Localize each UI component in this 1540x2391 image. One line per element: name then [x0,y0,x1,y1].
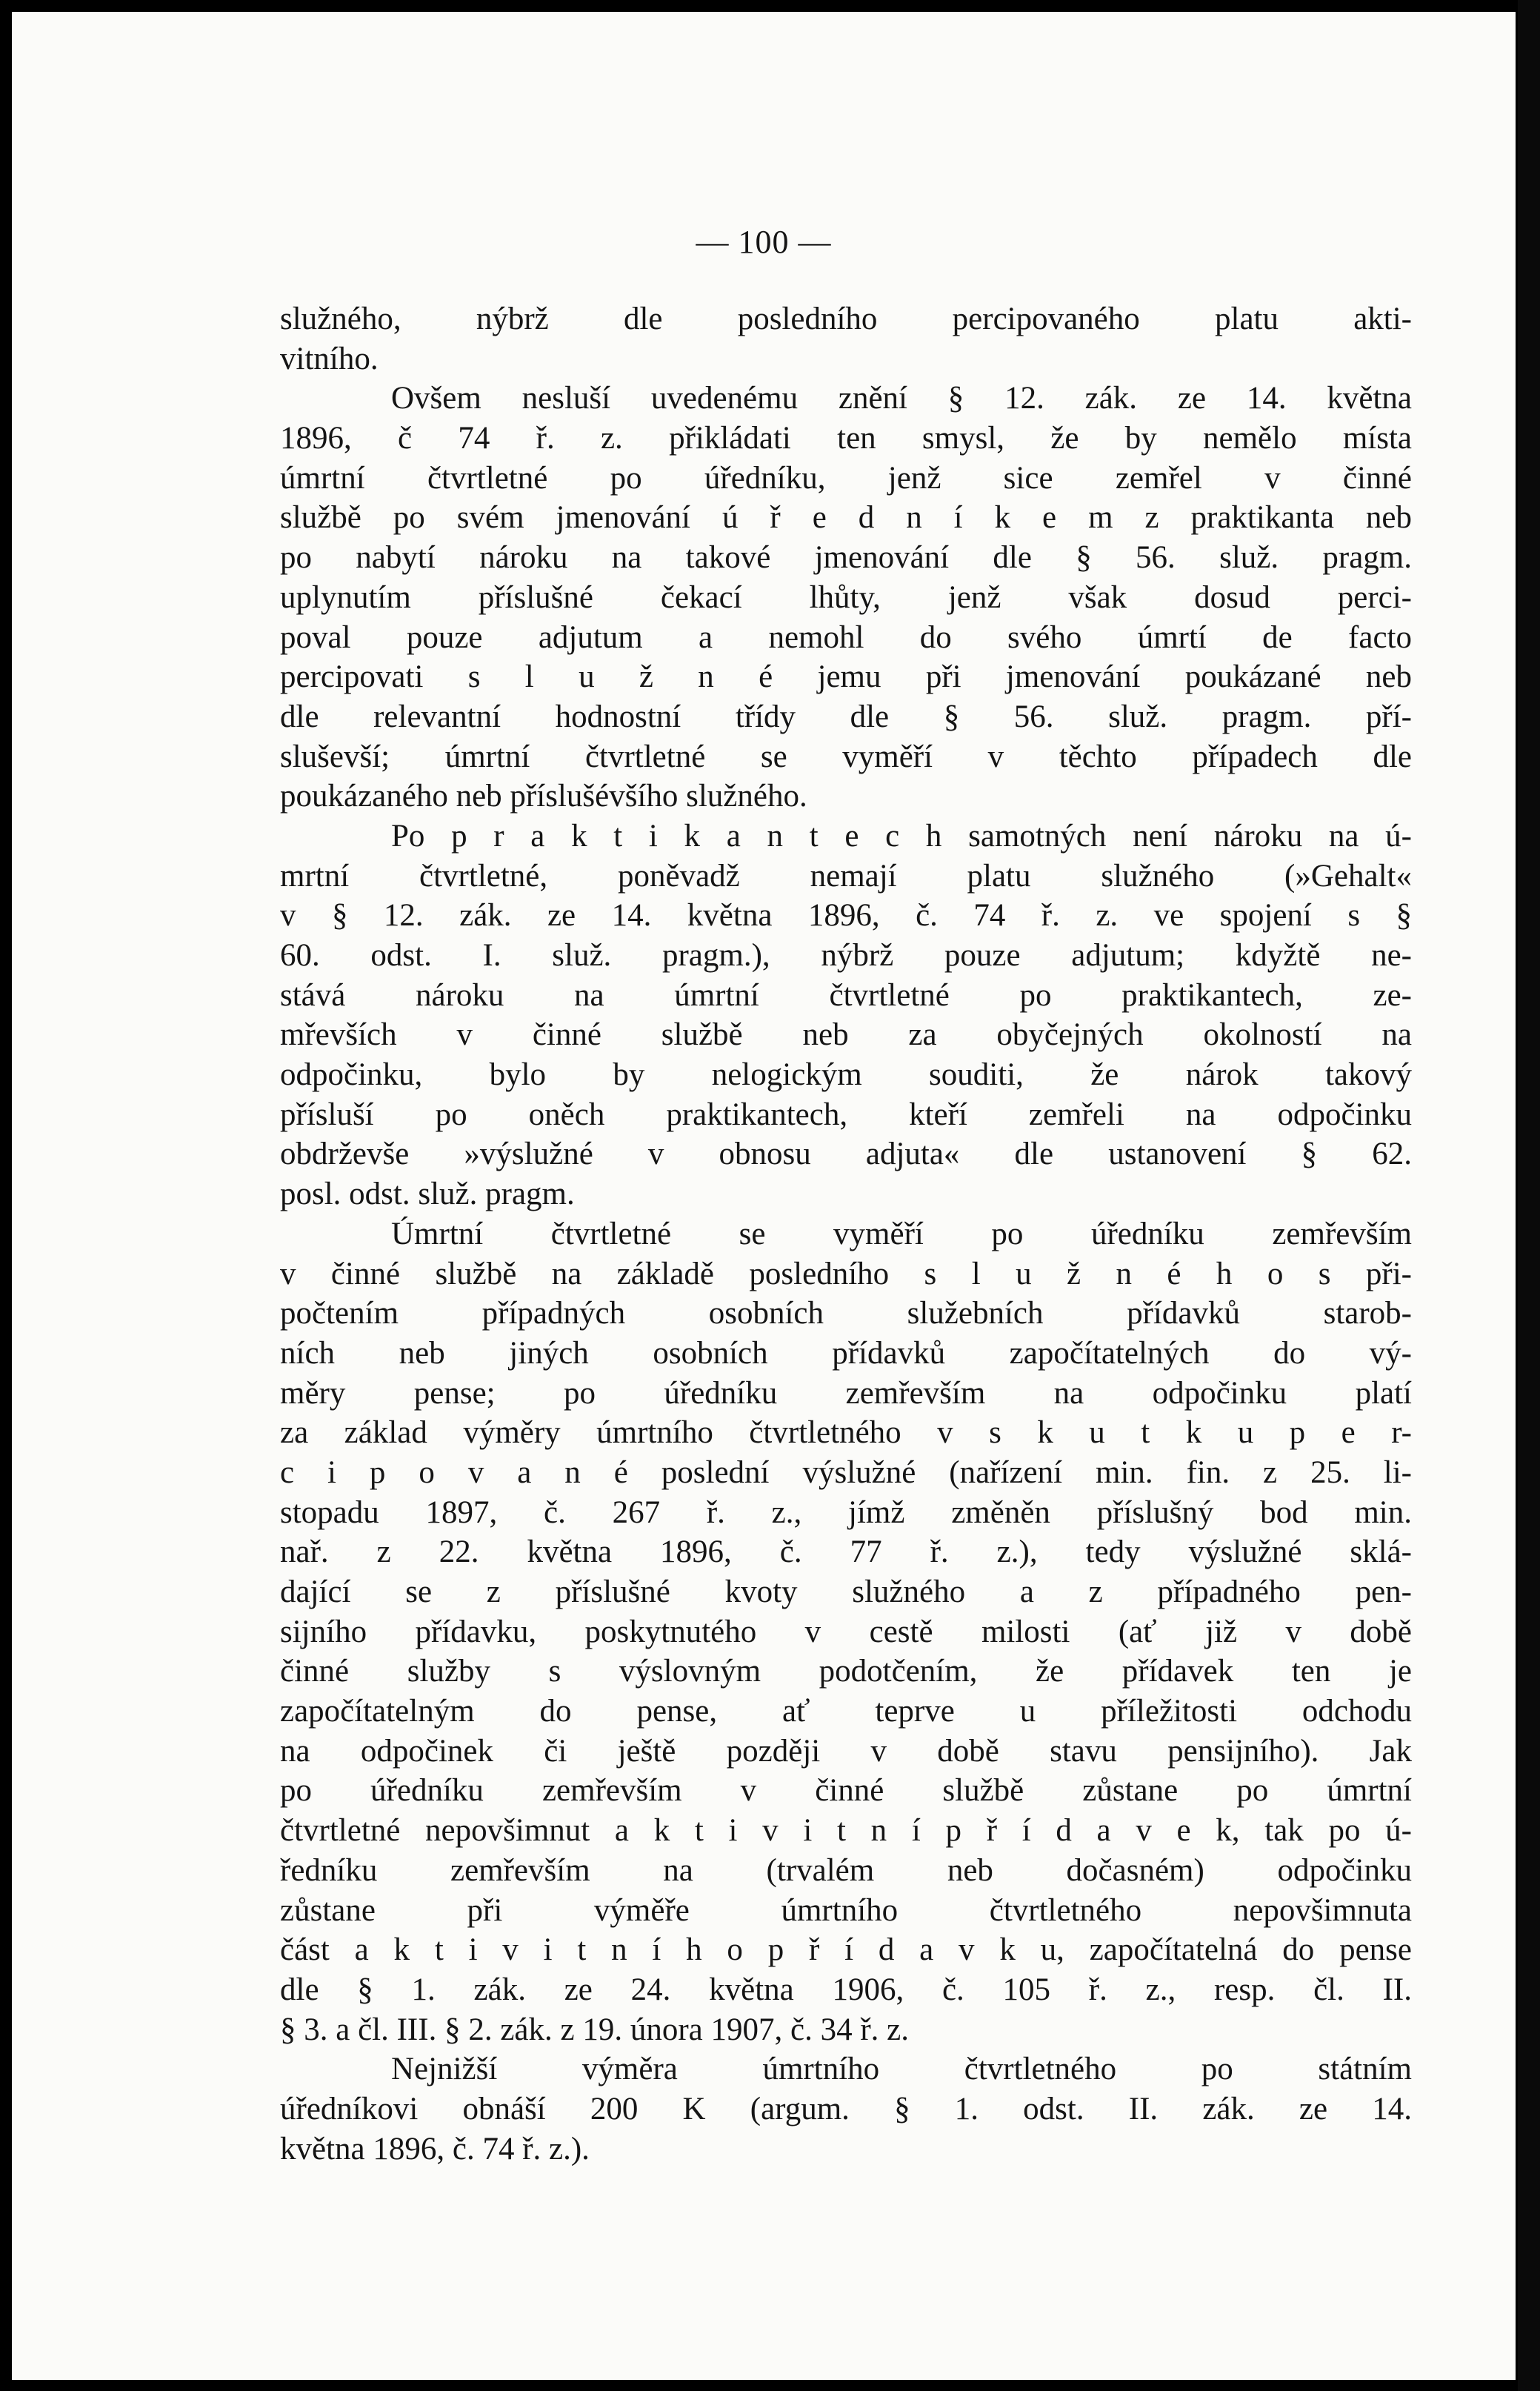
text-line: počtením případných osobních služebních přídavků starob- [280,1296,1412,1331]
text-line: v § 12. zák. ze 14. května 1896, č. 74 ř. z. ve spojení s § [280,898,1412,934]
text-line: služného, nýbrž dle posledního percipovaného platu akti- [280,302,1412,336]
scan-border [1518,0,1540,2391]
text-line: Po p r a k t i k a n t e c h samotných není nároku na ú- [391,818,1412,854]
text-line: ředníku zemřevším na (trvalém neb dočasném) odpočinku [280,1852,1412,1888]
text-line: po nabytí nároku na takové jmenování dle § 56. služ. pragm. [280,540,1412,576]
page-number: — 100 — [696,224,832,260]
text-line: stopadu 1897, č. 267 ř. z., jímž změněn příslušný bod min. [280,1494,1412,1530]
text-line: sijního přídavku, poskytnutého v cestě milosti (ať již v době [280,1614,1412,1649]
text-line: stává nároku na úmrtní čtvrtletné po praktikantech, ze- [280,977,1412,1013]
text-line: Ovšem nesluší uvedenému znění § 12. zák. ze 14. května [391,381,1412,416]
body-text [280,299,1412,2169]
text-line: sluševší; úmrtní čtvrtletné se vyměří v těchto případech dle [280,739,1412,774]
text-line: úředníkovi obnáší 200 K (argum. § 1. odst. II. zák. ze 14. [280,2091,1412,2126]
text-line: měry pense; po úředníku zemřevším na odpočinku platí [280,1375,1412,1411]
text-line: za základ výměry úmrtního čtvrtletného v s k u t k u p e r- [280,1415,1412,1451]
text-line: dle § 1. zák. ze 24. května 1906, č. 105 ř. z., resp. čl. II. [280,1972,1412,2007]
text-line: zůstane při výměře úmrtního čtvrtletného nepovšimnuta [280,1892,1412,1928]
text-line: c i p o v a n é poslední výslužné (nařízení min. fin. z 25. li- [280,1454,1412,1490]
text-line: odpočinku, bylo by nelogickým souditi, že nárok takový [280,1057,1412,1093]
text-line: na odpočinek či ještě později v době stavu pensijního). Jak [280,1733,1412,1769]
text-line: službě po svém jmenování ú ř e d n í k e m z praktikanta neb [280,500,1412,536]
text-line: percipovati s l u ž n é jemu při jmenování poukázané neb [280,659,1412,695]
text-line: 60. odst. I. služ. pragm.), nýbrž pouze adjutum; kdyžtě ne- [280,938,1412,973]
text-line: ních neb jiných osobních přídavků započítatelných do vý- [280,1335,1412,1371]
text-line: posl. odst. služ. pragm. [280,1177,575,1212]
text-line: uplynutím příslušné čekací lhůty, jenž však dosud perci- [280,579,1412,615]
text-line: poukázaného neb příslušévšího služného. [280,779,807,814]
text-line: obdrževše »výslužné v obnosu adjuta« dle ustanovení § 62. [280,1137,1412,1172]
text-line: po úředníku zemřevším v činné službě zůstane po úmrtní [280,1773,1412,1809]
text-line: vitního. [280,341,379,376]
text-line: Úmrtní čtvrtletné se vyměří po úředníku zemřevším [391,1216,1412,1251]
document-page [12,12,1516,2380]
text-line: část a k t i v i t n í h o p ř í d a v k u, započítatelná do pense [280,1932,1412,1968]
text-line: mřevších v činné službě neb za obyčejných okolností na [280,1017,1412,1053]
text-line: činné služby s výslovným podotčením, že přídavek ten je [280,1654,1412,1689]
text-line: poval pouze adjutum a nemohl do svého úmrtí de facto [280,619,1412,655]
text-line: úmrtní čtvrtletné po úředníku, jenž sice zemřel v činné [280,460,1412,496]
text-line: Nejnižší výměra úmrtního čtvrtletného po státním [391,2052,1412,2087]
text-line: § 3. a čl. III. § 2. zák. z 19. února 1907, č. 34 ř. z. [280,2012,909,2047]
text-line: započítatelným do pense, ať teprve u příležitosti odchodu [280,1694,1412,1729]
text-line: dající se z příslušné kvoty služného a z případného pen- [280,1574,1412,1609]
text-line: v činné službě na základě posledního s l u ž n é h o s při- [280,1256,1412,1291]
text-line: 1896, č 74 ř. z. přikládati ten smysl, že by nemělo místa [280,421,1412,456]
text-line: přísluší po oněch praktikantech, kteří zemřeli na odpočinku [280,1097,1412,1132]
text-line: nař. z 22. května 1896, č. 77 ř. z.), tedy výslužné sklá- [280,1534,1412,1570]
text-line: čtvrtletné nepovšimnut a k t i v i t n í p ř í d a v e k, tak po ú- [280,1813,1412,1849]
text-line: mrtní čtvrtletné, poněvadž nemají platu služného (»Gehalt« [280,858,1412,894]
text-line: dle relevantní hodnostní třídy dle § 56. služ. pragm. pří- [280,699,1412,734]
text-line: května 1896, č. 74 ř. z.). [280,2131,590,2166]
